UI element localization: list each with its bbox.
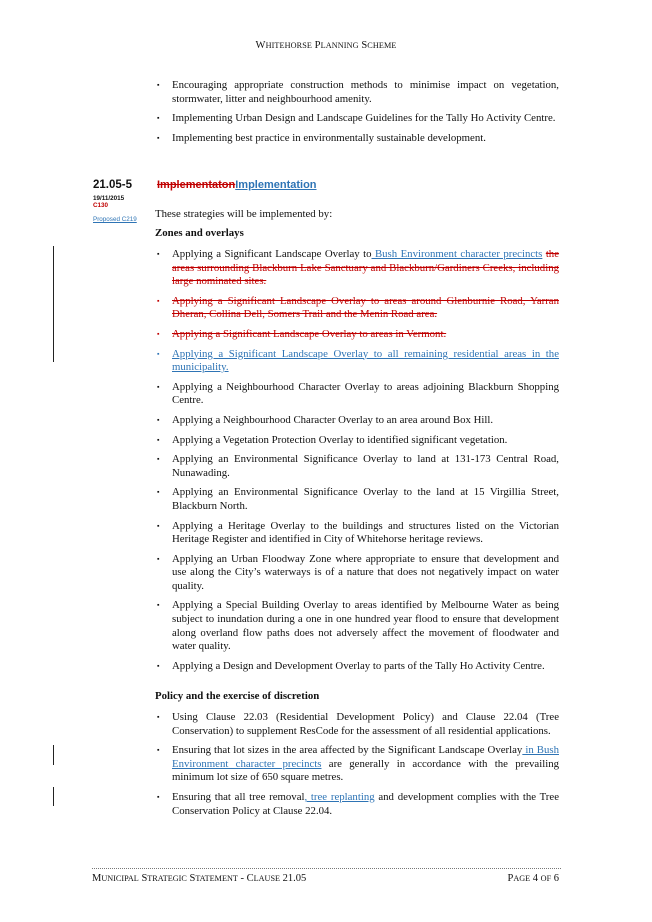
list-item-text: Implementing best practice in environmentally sustainable development. <box>172 131 486 144</box>
inserted-text: , tree replanting <box>304 790 375 803</box>
header-text: P <box>311 40 321 51</box>
footer-text: OF <box>540 874 552 883</box>
list-item-text: Applying an Urban Floodway Zone where appropriate to ensure that development and use along the City’s waterways is of a nature that does not negatively impact on water quality. <box>172 552 559 592</box>
list-item-text: Applying a Neighbourhood Character Overlay to areas adjoining Blackburn Shopping Centre. <box>172 380 559 407</box>
list-item-text: Applying an Environmental Significance Overlay to the land at 15 Virgillia Street, Blackburn North. <box>172 486 559 512</box>
inserted-title: Implementation <box>235 179 317 191</box>
intro-text: These strategies will be implemented by: <box>155 208 333 220</box>
footer-text: 4 <box>530 873 541 884</box>
deleted-title: Implementaton <box>157 179 236 191</box>
footer-text: LAUSE <box>253 874 281 883</box>
bullet-icon: ▪ <box>157 601 160 610</box>
header-text: HITEHORSE <box>265 41 312 50</box>
list-item-text: Applying a Design and Development Overlay to parts of the Tally Ho Activity Centre. <box>172 659 545 672</box>
header-text: S <box>358 40 368 51</box>
list-item-text: Applying a Heritage Overlay to the buildings and structures listed on the Victorian Heritage Register and identified in City of Whitehorse heritage reviews. <box>172 519 559 546</box>
deleted-text: Applying a Significant Landscape Overlay to areas around Glenburnie Road, Yarran Dheran, Collina Dell, Somers Trail and the Menin Road area. <box>172 294 559 321</box>
inserted-text: Bush Environment character precincts <box>371 248 543 260</box>
footer-text: S <box>138 873 148 884</box>
list-item <box>155 520 559 547</box>
bullet-icon: ▪ <box>157 661 160 670</box>
list-item <box>155 348 559 375</box>
list-item-text: Ensuring that all tree removal <box>172 790 305 803</box>
section-amendment: C130 <box>93 202 109 209</box>
section-title <box>157 179 317 191</box>
list-item <box>155 132 559 146</box>
bullet-icon: ▪ <box>157 488 160 497</box>
list-item-text: Implementing Urban Design and Landscape Guidelines for the Tally Ho Activity Centre. <box>172 112 556 125</box>
footer-text: UNICIPAL <box>101 874 139 883</box>
list-item <box>155 791 559 818</box>
bullet-icon: ▪ <box>157 455 160 464</box>
list-item-text: Using Clause 22.03 (Residential Development Policy) and Clause 22.04 (Tree Conservation) to supplement ResCode for the assessment of all residential applications. <box>172 711 559 737</box>
list-item-text: Applying an Environmental Significance Overlay to land at 131-173 Central Road, Nunawading. <box>172 453 559 479</box>
bullet-icon: ▪ <box>157 250 160 258</box>
zones-heading: Zones and overlays <box>155 227 244 239</box>
list-item-text: Ensuring that lot sizes in the area affected by the Significant Landscape Overlay <box>172 744 523 757</box>
footer-text: TRATEGIC <box>147 874 187 883</box>
bullet-icon: ▪ <box>157 133 160 142</box>
list-item-text: Encouraging appropriate construction methods to minimise impact on vegetation, stormwater, litter and neighbourhood amenity. <box>172 79 559 105</box>
list-item <box>155 248 559 289</box>
bullet-icon: ▪ <box>157 349 160 358</box>
footer-text: P <box>507 873 514 884</box>
footer-text: M <box>92 873 102 884</box>
header-text: LANNING <box>320 41 359 50</box>
footer-left <box>92 873 306 884</box>
list-item-text: Applying a Neighbourhood Character Overlay to an area around Box Hill. <box>172 413 494 426</box>
change-bar <box>53 787 54 806</box>
list-item <box>155 553 559 594</box>
section-date: 19/11/2015 <box>93 195 125 202</box>
footer-text: TATEMENT <box>195 874 238 883</box>
list-item-text: and development complies with the Tree Conservation Policy at Clause 22.04. <box>172 790 559 817</box>
list-item <box>155 486 559 513</box>
footer-text: 21.05 <box>280 873 307 884</box>
deleted-text: the areas surrounding Blackburn Lake Sanctuary and Blackburn/Gardiners Creeks, including large nominated sites. <box>172 248 560 288</box>
bullet-icon: ▪ <box>157 521 160 530</box>
inserted-text: in Bush Environment character precincts <box>172 744 559 770</box>
list-item <box>155 660 559 674</box>
footer-text: S <box>186 873 196 884</box>
section-number: 21.05-5 <box>93 179 133 191</box>
list-item-text: Applying a Special Building Overlay to areas identified by Melbourne Water as being subject to inundation during a one in one hundred year flood to ensure that development along overland flow paths does not adversely affect the movement of floodwater and water quality. <box>172 599 559 653</box>
inserted-text: Applying a Significant Landscape Overlay to all remaining residential areas in the municipality. <box>172 347 559 374</box>
change-bar <box>53 745 54 765</box>
bullet-icon: ▪ <box>157 415 160 424</box>
page-header <box>0 40 652 51</box>
list-item <box>155 79 559 106</box>
bullet-icon: ▪ <box>157 435 160 444</box>
list-item <box>155 112 559 126</box>
bullet-icon: ▪ <box>157 114 160 123</box>
list-item-text: are generally in accordance with the prevailing minimum lot size of 650 square metres. <box>172 757 559 784</box>
header-text: W <box>255 40 266 51</box>
footer-text: 6 <box>551 873 559 884</box>
zones-list <box>155 248 559 673</box>
footer-text: AGE <box>513 874 531 883</box>
list-item <box>155 434 559 448</box>
proposed-amendment: Proposed C219 <box>93 216 137 223</box>
list-item <box>155 744 559 785</box>
policy-heading: Policy and the exercise of discretion <box>155 690 320 702</box>
list-item <box>155 711 559 738</box>
footer-text: - C <box>237 873 254 884</box>
deleted-text: Applying a Significant Landscape Overlay to areas in Vermont. <box>172 327 447 340</box>
list-item <box>155 381 559 408</box>
list-item <box>155 295 559 322</box>
bullet-icon: ▪ <box>157 382 160 391</box>
header-text: CHEME <box>367 41 397 50</box>
bullet-icon: ▪ <box>157 746 160 755</box>
list-item-text: Applying a Significant Landscape Overlay to <box>172 248 372 260</box>
list-item-text: Applying a Vegetation Protection Overlay to identified significant vegetation. <box>172 433 508 446</box>
footer-divider <box>92 868 561 869</box>
bullet-icon: ▪ <box>157 792 160 801</box>
change-bar <box>53 246 54 362</box>
bullet-icon: ▪ <box>157 81 160 89</box>
top-bullet-list <box>155 79 559 145</box>
bullet-icon: ▪ <box>157 296 160 305</box>
bullet-icon: ▪ <box>157 554 160 563</box>
list-item <box>155 453 559 480</box>
list-item <box>155 414 559 428</box>
list-item <box>155 328 559 342</box>
list-item <box>155 599 559 653</box>
bullet-icon: ▪ <box>157 713 160 721</box>
page-number <box>507 873 559 884</box>
policy-list <box>155 711 559 818</box>
bullet-icon: ▪ <box>157 329 160 338</box>
